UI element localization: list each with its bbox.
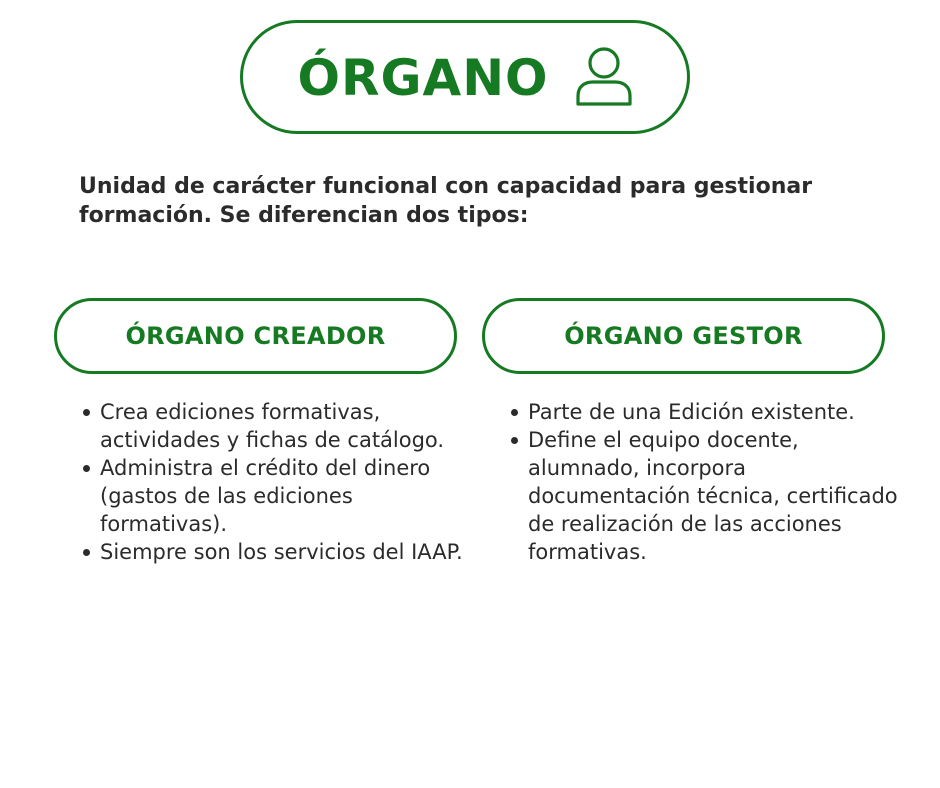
title-banner	[240, 20, 690, 134]
user-icon	[575, 46, 633, 108]
list-item: Parte de una Edición existente.	[528, 398, 898, 426]
list-item: Siempre son los servicios del IAAP.	[100, 538, 470, 566]
list-item: Administra el crédito del dinero (gastos de las ediciones formativas).	[100, 454, 470, 538]
organo-creador-list	[78, 398, 470, 566]
type-label: ÓRGANO GESTOR	[564, 322, 803, 350]
list-item: Define el equipo docente, alumnado, incorpora documentación técnica, certificado de realización de las acciones formativas.	[528, 428, 898, 564]
list-item: Crea ediciones formativas, actividades y fichas de catálogo.	[100, 398, 470, 454]
organo-gestor-heading	[482, 298, 885, 374]
intro-text: Unidad de carácter funcional con capacidad para gestionar formación. Se diferencian dos tipos:	[79, 174, 813, 228]
type-label: ÓRGANO CREADOR	[125, 322, 386, 350]
page-title: ÓRGANO	[297, 49, 549, 107]
organo-creador-heading	[54, 298, 457, 374]
organo-gestor-list	[506, 398, 898, 566]
